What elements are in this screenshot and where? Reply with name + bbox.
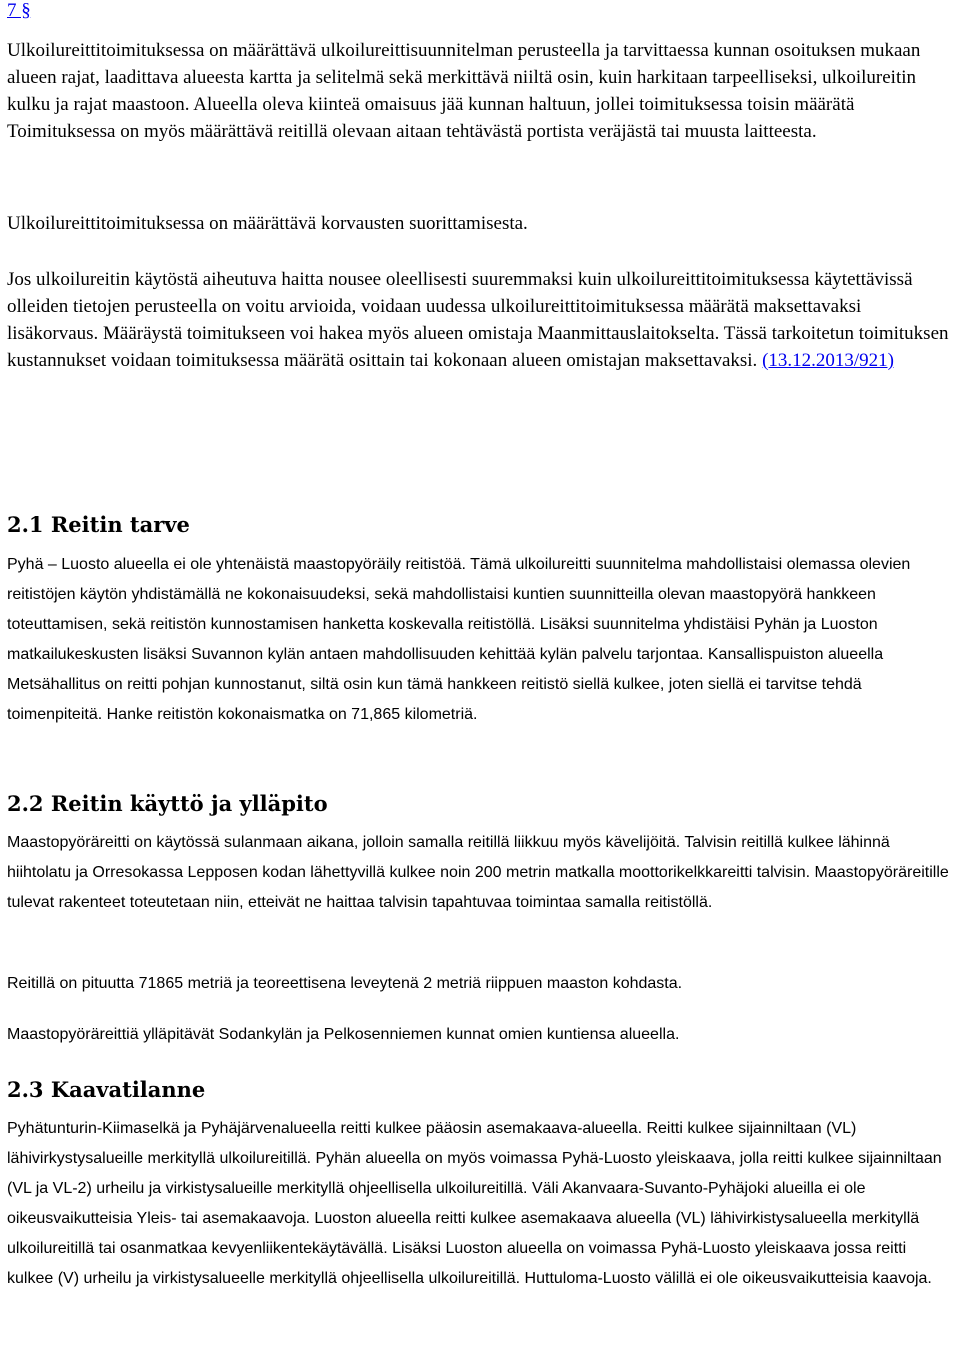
kaytto-paragraph-3: Maastopyöräreittiä ylläpitävät Sodankylän ja Pelkosenniemen kunnat omien kuntiensa alueella. — [7, 1026, 680, 1043]
kaavatilanne-paragraph: Pyhätunturin-Kiimaselkä ja Pyhäjärvenalueella reitti kulkee pääosin asemakaava-alueella. Reitti kulkee sijainniltaan (VL) lähivirkystysalueille merkityllä ulkoilureitillä. Pyhän alueella on myös voimassa Pyhä-Luosto yleiskaava, jolla reitti kulkee sijainniltaan (VL ja VL-2) urheilu ja virkistysalueille merkityllä ohjeellisella ulkoilureitillä. Väli Akanvaara-Suvanto-Pyhäjoki alueilla ei ole oikeusvaikutteisia Yleis- tai asemakaavoja. Luoston alueella reitti kulkee asemakaava alueella (VL) lähivirkistysalueella merkityllä ulkoilureitillä tai osanmatkaa kevyenliikentekäytävällä. Lisäksi Luoston alueella on voimassa Pyhä-Luosto yleiskaava jossa reitti kulkee (V) urheilu ja virkistysalueelle merkityllä ohjeellisella ulkoilureitillä. Huttuloma-Luosto välillä ei ole oikeusvaikutteisia kaavoja. — [7, 1120, 942, 1287]
section-7-link[interactable]: 7 § — [7, 0, 31, 21]
kaytto-paragraph-1: Maastopyöräreitti on käytössä sulanmaan aikana, jolloin samalla reitillä liikkuu myös kävelijöitä. Talvisin reitillä kulkee lähinnä hiihtolatu ja Orresokassa Lepposen kodan lähettyvillä kulkee noin 200 metrin matkalla moottorikelkkareitti talvisin. Maastopyöräreitille tulevat rakenteet toteutetaan niin, etteivät ne haittaa talvisin tapahtuvaa toimintaa samalla reitistöllä. — [7, 834, 949, 911]
kaytto-paragraph-2: Reitillä on pituutta 71865 metriä ja teoreettisena leveytenä 2 metriä riippuen maaston kohdasta. — [7, 975, 683, 992]
amendment-reference-link[interactable]: (13.12.2013/921) — [762, 350, 894, 371]
law-paragraph-1: Ulkoilureittitoimituksessa on määrättävä ulkoilureittisuunnitelman perusteella ja tarvittaessa kunnan osoituksen mukaan alueen rajat, laadittava alueesta kartta ja selitelmä sekä merkittävä niiltä osin, kuin harkitaan tarpeelliseksi, ulkoilureitin kulku ja rajat maastoon. Alueella oleva kiinteä omaisuus jää kunnan haltuun, jollei toimituksessa toisin määrätä Toimituksessa on myös määrättävä reitillä olevaan aitaan tehtävästä portista veräjästä tai muusta laitteesta. — [7, 40, 921, 142]
heading-2-1-reitin-tarve: 2.1 Reitin tarve — [7, 512, 190, 537]
heading-2-3-kaavatilanne: 2.3 Kaavatilanne — [7, 1077, 206, 1102]
reitin-tarve-paragraph: Pyhä – Luosto alueella ei ole yhtenäistä maastopyöräily reitistöä. Tämä ulkoilureitti suunnitelma mahdollistaisi olemassa olevien reitistöjen käytön yhdistämällä ne kokonaisuudeksi, sekä mahdollistaisi kuntien suunnitteilla olevan maastopyörä hankkeen toteuttamisen, sekä reitistön kunnostamisen hanketta koskevalla reitistöllä. Lisäksi suunnitelma yhdistäisi Pyhän ja Luoston matkailukeskusten lisäksi Suvannon kylän antaen mahdollisuuden kehittää kylän palvelu tarjontaa. Kansallispuiston alueella Metsähallitus on reitti pohjan kunnostanut, siltä osin kun tämä hankkeen reitistö siellä kulkee, joten siellä ei tarvitse tehdä toimenpiteitä. Hanke reitistön kokonaismatka on 71,865 kilometriä. — [7, 556, 911, 723]
law-paragraph-3-text: Jos ulkoilureitin käytöstä aiheutuva haitta nousee oleellisesti suuremmaksi kuin ulkoilureittitoimituksessa käytettävissä olleiden tietojen perusteella on voitu arvioida, voidaan uudessa ulkoilureittitoimituksessa määrätä maksettavaksi lisäkorvaus. Määräystä toimitukseen voi hakea myös alueen omistaja Maanmittauslaitokselta. Tässä tarkoitetun toimituksen kustannukset voidaan toimituksessa määrätä osittain tai kokonaan alueen omistajan maksettavaksi. — [7, 269, 949, 371]
heading-2-2-kaytto-ja-yllapito: 2.2 Reitin käyttö ja ylläpito — [7, 791, 328, 816]
law-paragraph-3 — [7, 266, 953, 374]
law-paragraph-2: Ulkoilureittitoimituksessa on määrättävä korvausten suorittamisesta. — [7, 213, 528, 234]
